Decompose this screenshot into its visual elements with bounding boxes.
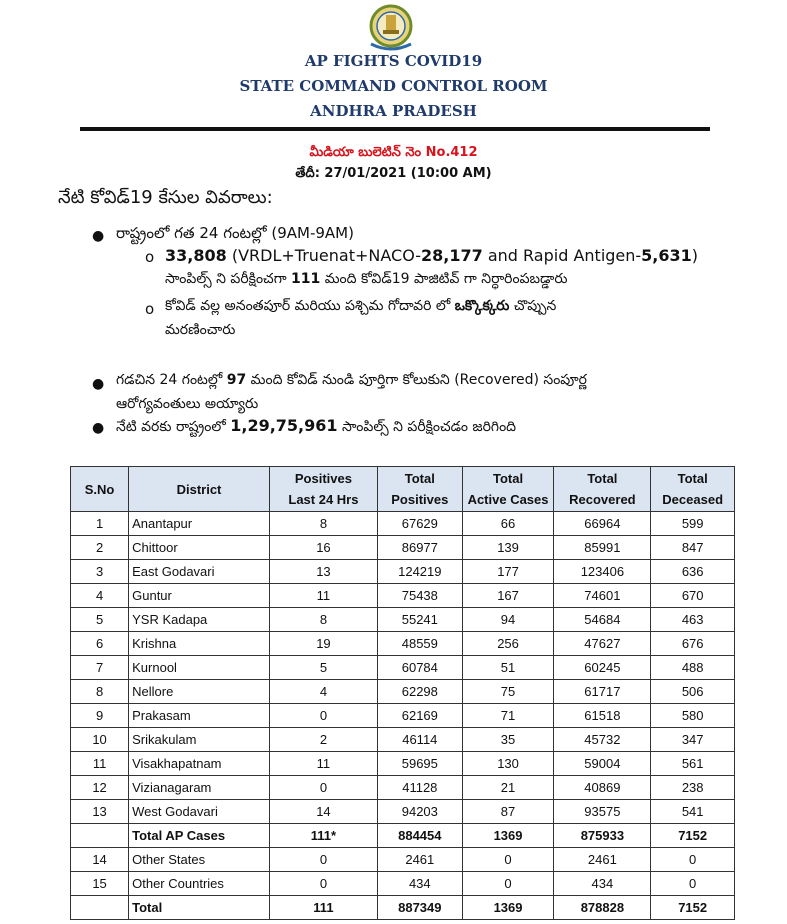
cell-district: Srikakulam bbox=[129, 728, 270, 752]
bullet-2-post: మంది కోవిడ్ నుండి పూర్తిగా కోలుకుని (Recovered) సంపూర్ణ bbox=[246, 372, 587, 388]
cell-pos: 0 bbox=[269, 704, 377, 728]
cell-pos: 5 bbox=[269, 656, 377, 680]
cell-td: 580 bbox=[651, 704, 735, 728]
cell-td: 488 bbox=[651, 656, 735, 680]
table-row bbox=[71, 776, 735, 800]
cell-tr: 878828 bbox=[554, 896, 651, 920]
cell-tr: 40869 bbox=[554, 776, 651, 800]
recovered-count: 97 bbox=[226, 372, 247, 388]
cell-ta: 167 bbox=[462, 584, 554, 608]
cell-district: Visakhapatnam bbox=[129, 752, 270, 776]
cell-td: 847 bbox=[651, 536, 735, 560]
header-title-line1: AP FIGHTS COVID19 bbox=[304, 52, 483, 70]
col-header-text: Positives bbox=[294, 471, 352, 486]
bullet-dot: ● bbox=[92, 376, 105, 392]
cell-ta: 177 bbox=[462, 560, 554, 584]
cell-district: Vizianagaram bbox=[129, 776, 270, 800]
table-row bbox=[71, 536, 735, 560]
bullet-3-post: సాంపిల్స్ ని పరీక్షించడం జరిగింది bbox=[337, 419, 517, 435]
sub-bullet-1b bbox=[165, 271, 567, 290]
cell-tr: 61518 bbox=[554, 704, 651, 728]
cell-ta: 66 bbox=[462, 512, 554, 536]
page-title: నేటి కోవిడ్19 కేసుల వివరాలు: bbox=[58, 187, 273, 208]
cell-td: 7152 bbox=[651, 896, 735, 920]
cell-pos: 19 bbox=[269, 632, 377, 656]
table-row bbox=[71, 752, 735, 776]
cell-ta: 0 bbox=[462, 872, 554, 896]
cell-tr: 45732 bbox=[554, 728, 651, 752]
sub-bullet-2-line2: మరణించారు bbox=[165, 322, 236, 338]
cell-tp: 887349 bbox=[377, 896, 462, 920]
cell-tp: 75438 bbox=[377, 584, 462, 608]
cell-district: YSR Kadapa bbox=[129, 608, 270, 632]
date-label: తేదీ bbox=[295, 166, 315, 181]
col-header-text: Deceased bbox=[662, 492, 724, 507]
cell-pos: 4 bbox=[269, 680, 377, 704]
cell-district: Kurnool bbox=[129, 656, 270, 680]
cell-tp: 94203 bbox=[377, 800, 462, 824]
death-each: ఒక్కొక్కరు bbox=[454, 298, 510, 314]
sub-bullet-2-post: చొప్పున bbox=[509, 298, 557, 314]
table-row bbox=[71, 608, 735, 632]
cell-pos: 16 bbox=[269, 536, 377, 560]
table-row bbox=[71, 584, 735, 608]
cell-sno: 10 bbox=[71, 728, 129, 752]
andhra-pradesh-emblem-icon bbox=[366, 4, 416, 52]
cell-tp: 48559 bbox=[377, 632, 462, 656]
table-row bbox=[71, 560, 735, 584]
cell-pos: 14 bbox=[269, 800, 377, 824]
table-row bbox=[71, 824, 735, 848]
cell-district: Anantapur bbox=[129, 512, 270, 536]
bullet-3-text bbox=[116, 416, 516, 438]
col-header-total-recovered bbox=[554, 467, 651, 512]
cell-ta: 94 bbox=[462, 608, 554, 632]
sub-bullet-1a-text2: and Rapid Antigen- bbox=[482, 246, 642, 265]
cell-pos: 8 bbox=[269, 512, 377, 536]
sub-bullet-marker: o bbox=[145, 300, 155, 318]
cell-ta: 256 bbox=[462, 632, 554, 656]
cell-district: Krishna bbox=[129, 632, 270, 656]
date-value: : 27/01/2021 (10:00 AM) bbox=[314, 166, 492, 181]
cell-district: Total bbox=[129, 896, 270, 920]
cell-ta: 87 bbox=[462, 800, 554, 824]
sub-bullet-marker: o bbox=[145, 248, 155, 266]
cell-tr: 2461 bbox=[554, 848, 651, 872]
col-header-total-deceased bbox=[651, 467, 735, 512]
col-header-text: Total bbox=[492, 471, 524, 486]
sub-bullet-1a bbox=[165, 246, 698, 265]
header-title-line3: ANDHRA PRADESH bbox=[310, 102, 477, 120]
cell-district: East Godavari bbox=[129, 560, 270, 584]
cell-td: 541 bbox=[651, 800, 735, 824]
cell-td: 0 bbox=[651, 848, 735, 872]
cell-pos: 8 bbox=[269, 608, 377, 632]
cell-sno: 1 bbox=[71, 512, 129, 536]
col-header-text: Recovered bbox=[569, 492, 636, 507]
cell-tr: 60245 bbox=[554, 656, 651, 680]
sub-bullet-2-pre: కోవిడ్ వల్ల అనంతపూర్ మరియు పశ్చిమ గోదావరి లో bbox=[165, 298, 455, 314]
cell-tr: 74601 bbox=[554, 584, 651, 608]
naco-count: 28,177 bbox=[421, 246, 483, 265]
cell-ta: 75 bbox=[462, 680, 554, 704]
table-header-row bbox=[71, 467, 735, 512]
cell-tp: 434 bbox=[377, 872, 462, 896]
cell-tp: 86977 bbox=[377, 536, 462, 560]
sub-bullet-2 bbox=[165, 298, 556, 317]
col-header-text: Total bbox=[404, 471, 435, 486]
cell-sno: 8 bbox=[71, 680, 129, 704]
cell-ta: 35 bbox=[462, 728, 554, 752]
cell-ta: 130 bbox=[462, 752, 554, 776]
cell-pos: 0 bbox=[269, 848, 377, 872]
cell-td: 670 bbox=[651, 584, 735, 608]
table-row bbox=[71, 704, 735, 728]
cell-district: Nellore bbox=[129, 680, 270, 704]
cell-td: 7152 bbox=[651, 824, 735, 848]
col-header-total-positives bbox=[377, 467, 462, 512]
cell-tp: 884454 bbox=[377, 824, 462, 848]
col-header-text: Active Cases bbox=[467, 492, 549, 507]
cell-tr: 47627 bbox=[554, 632, 651, 656]
table-row bbox=[71, 872, 735, 896]
sub-bullet-1a-text: (VRDL+Truenat+NACO- bbox=[226, 246, 422, 265]
cell-td: 676 bbox=[651, 632, 735, 656]
cell-ta: 71 bbox=[462, 704, 554, 728]
cell-ta: 1369 bbox=[462, 824, 554, 848]
cell-ta: 0 bbox=[462, 848, 554, 872]
cell-td: 347 bbox=[651, 728, 735, 752]
cell-td: 463 bbox=[651, 608, 735, 632]
table-row bbox=[71, 656, 735, 680]
sub-bullet-1b-pre: సాంపిల్స్ ని పరీక్షించగా bbox=[165, 271, 292, 287]
cell-district: Prakasam bbox=[129, 704, 270, 728]
cell-tp: 2461 bbox=[377, 848, 462, 872]
cell-tr: 85991 bbox=[554, 536, 651, 560]
cell-tr: 93575 bbox=[554, 800, 651, 824]
positive-count: 111 bbox=[291, 271, 321, 287]
cell-pos: 11 bbox=[269, 584, 377, 608]
bulletin-date bbox=[0, 166, 787, 184]
cell-tr: 54684 bbox=[554, 608, 651, 632]
cell-sno: 11 bbox=[71, 752, 129, 776]
cell-pos: 111* bbox=[269, 824, 377, 848]
cell-sno: 9 bbox=[71, 704, 129, 728]
cell-district: Chittoor bbox=[129, 536, 270, 560]
cell-district: Other Countries bbox=[129, 872, 270, 896]
cell-td: 636 bbox=[651, 560, 735, 584]
col-header-text: Last 24 Hrs bbox=[288, 492, 359, 507]
cell-district: Total AP Cases bbox=[129, 824, 270, 848]
bulletin-number: మీడియా బులెటిన్ నెం No.412 bbox=[309, 145, 478, 160]
cell-sno: 7 bbox=[71, 656, 129, 680]
bullet-1-text: రాష్ట్రంలో గత 24 గంటల్లో (9AM-9AM) bbox=[116, 224, 354, 242]
cell-sno: 2 bbox=[71, 536, 129, 560]
col-header-total-active bbox=[462, 467, 554, 512]
sub-bullet-1b-post: మంది కోవిడ్19 పాజిటివ్ గా నిర్ధారింపబడ్డారు bbox=[320, 271, 568, 287]
col-header-positives-24h bbox=[269, 467, 377, 512]
cell-td: 506 bbox=[651, 680, 735, 704]
cell-tp: 55241 bbox=[377, 608, 462, 632]
cell-pos: 0 bbox=[269, 872, 377, 896]
cell-tp: 59695 bbox=[377, 752, 462, 776]
col-header-text: Positives bbox=[391, 492, 449, 507]
table-row bbox=[71, 680, 735, 704]
cell-sno: 6 bbox=[71, 632, 129, 656]
cell-sno: 5 bbox=[71, 608, 129, 632]
cell-tr: 434 bbox=[554, 872, 651, 896]
cell-tr: 66964 bbox=[554, 512, 651, 536]
cell-sno bbox=[71, 824, 129, 848]
cell-sno: 12 bbox=[71, 776, 129, 800]
cell-tp: 67629 bbox=[377, 512, 462, 536]
cell-tp: 62169 bbox=[377, 704, 462, 728]
cell-pos: 11 bbox=[269, 752, 377, 776]
cell-tr: 61717 bbox=[554, 680, 651, 704]
cell-tp: 60784 bbox=[377, 656, 462, 680]
district-cases-table bbox=[70, 466, 735, 920]
cumulative-samples-count: 1,29,75,961 bbox=[230, 416, 338, 435]
cell-td: 0 bbox=[651, 872, 735, 896]
samples-tested-count: 33,808 bbox=[165, 246, 227, 265]
col-header-sno: S.No bbox=[71, 467, 129, 512]
cell-tp: 124219 bbox=[377, 560, 462, 584]
sub-bullet-1a-end: ) bbox=[691, 246, 699, 265]
table-row bbox=[71, 848, 735, 872]
cell-tr: 123406 bbox=[554, 560, 651, 584]
bullet-dot: ● bbox=[92, 228, 105, 244]
cell-tp: 41128 bbox=[377, 776, 462, 800]
cell-district: West Godavari bbox=[129, 800, 270, 824]
header-title-line2: STATE COMMAND CONTROL ROOM bbox=[239, 77, 548, 95]
cell-pos: 2 bbox=[269, 728, 377, 752]
bullet-2-text bbox=[116, 372, 587, 391]
col-header-district: District bbox=[129, 467, 270, 512]
cell-tp: 62298 bbox=[377, 680, 462, 704]
table-row bbox=[71, 800, 735, 824]
cell-pos: 13 bbox=[269, 560, 377, 584]
rapid-antigen-count: 5,631 bbox=[641, 246, 692, 265]
cell-sno: 14 bbox=[71, 848, 129, 872]
cell-ta: 51 bbox=[462, 656, 554, 680]
cell-ta: 1369 bbox=[462, 896, 554, 920]
bullet-2-pre: గడచిన 24 గంటల్లో bbox=[116, 372, 227, 388]
col-header-text: Total bbox=[677, 471, 708, 486]
cell-pos: 111 bbox=[269, 896, 377, 920]
bullet-2-line2: ఆరోగ్యవంతులు అయ్యారు bbox=[116, 396, 259, 412]
cell-district: Other States bbox=[129, 848, 270, 872]
bullet-dot: ● bbox=[92, 420, 105, 436]
table-row bbox=[71, 632, 735, 656]
cell-td: 599 bbox=[651, 512, 735, 536]
cell-district: Guntur bbox=[129, 584, 270, 608]
table-row bbox=[71, 728, 735, 752]
cell-tr: 875933 bbox=[554, 824, 651, 848]
cell-ta: 139 bbox=[462, 536, 554, 560]
cell-sno: 3 bbox=[71, 560, 129, 584]
cell-td: 561 bbox=[651, 752, 735, 776]
cell-sno bbox=[71, 896, 129, 920]
cell-tp: 46114 bbox=[377, 728, 462, 752]
cell-ta: 21 bbox=[462, 776, 554, 800]
cell-td: 238 bbox=[651, 776, 735, 800]
header-divider bbox=[80, 127, 710, 131]
bullet-3-pre: నేటి వరకు రాష్ట్రంలో bbox=[116, 419, 231, 435]
cell-pos: 0 bbox=[269, 776, 377, 800]
cell-sno: 13 bbox=[71, 800, 129, 824]
col-header-text: Total bbox=[587, 471, 618, 486]
table-row bbox=[71, 512, 735, 536]
cell-tr: 59004 bbox=[554, 752, 651, 776]
cell-sno: 4 bbox=[71, 584, 129, 608]
cell-sno: 15 bbox=[71, 872, 129, 896]
table-row bbox=[71, 896, 735, 920]
